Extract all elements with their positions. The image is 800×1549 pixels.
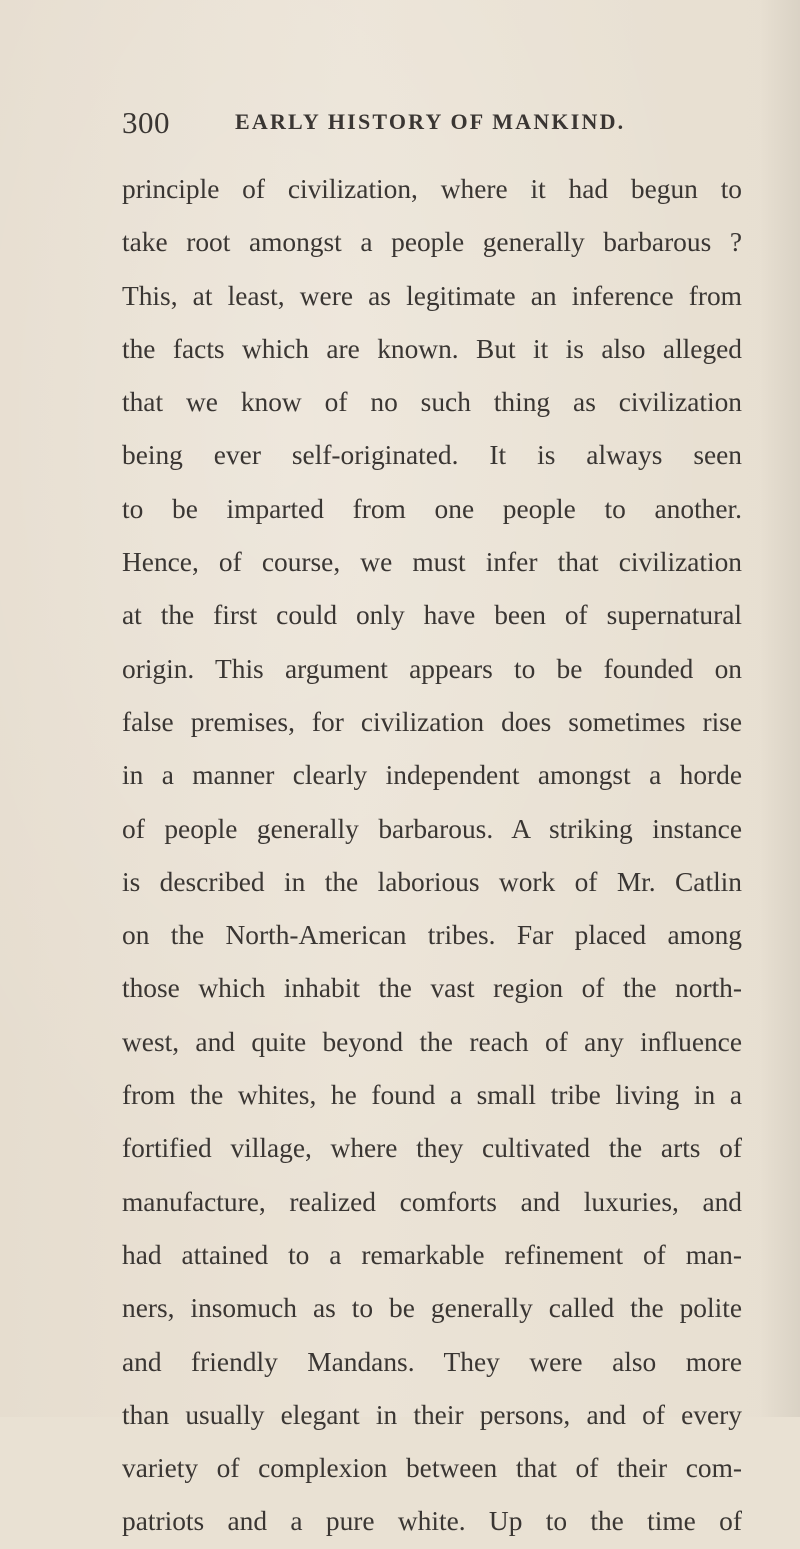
text-line: on the North-American tribes. Far placed among (122, 920, 742, 951)
text-line: west, and quite beyond the reach of any influence (122, 1026, 742, 1057)
text-line: being ever self-originated. It is always seen (122, 440, 742, 471)
text-line: origin. This argument appears to be founded on (122, 653, 742, 684)
text-line: at the first could only have been of supernatural (122, 600, 742, 631)
text-line: had attained to a remarkable refinement of man- (122, 1239, 742, 1270)
text-line: those which inhabit the vast region of the north- (122, 973, 742, 1004)
text-line: from the whites, he found a small tribe living in a (122, 1080, 742, 1111)
text-line: variety of complexion between that of their com- (122, 1453, 742, 1484)
text-line: take root amongst a people generally barbarous ? (122, 227, 742, 258)
page-number: 300 (122, 105, 170, 140)
text-line: to be imparted from one people to another. (122, 493, 742, 524)
text-line: manufacture, realized comforts and luxuries, and (122, 1186, 742, 1217)
text-line: that we know of no such thing as civilization (122, 387, 742, 418)
text-line: fortified village, where they cultivated the arts of (122, 1133, 742, 1164)
text-line: patriots and a pure white. Up to the time of (122, 1506, 742, 1537)
text-line: ners, insomuch as to be generally called the polite (122, 1293, 742, 1324)
text-line: of people generally barbarous. A striking instance (122, 813, 742, 844)
text-line: principle of civilization, where it had begun to (122, 174, 742, 204)
body-text (122, 163, 742, 1549)
text-line: the facts which are known. But it is also alleged (122, 333, 742, 364)
text-line: and friendly Mandans. They were also more (122, 1346, 742, 1377)
text-line: This, at least, were as legitimate an inference from (122, 280, 742, 311)
text-line: is described in the laborious work of Mr. Catlin (122, 866, 742, 897)
page-header (122, 105, 742, 145)
page-edge-shadow (760, 0, 800, 1417)
text-line: than usually elegant in their persons, and of every (122, 1399, 742, 1430)
text-line: in a manner clearly independent amongst a horde (122, 760, 742, 791)
text-line: false premises, for civilization does sometimes rise (122, 706, 742, 737)
running-title: EARLY HISTORY OF MANKIND. (235, 109, 626, 134)
text-line: Hence, of course, we must infer that civilization (122, 547, 742, 578)
